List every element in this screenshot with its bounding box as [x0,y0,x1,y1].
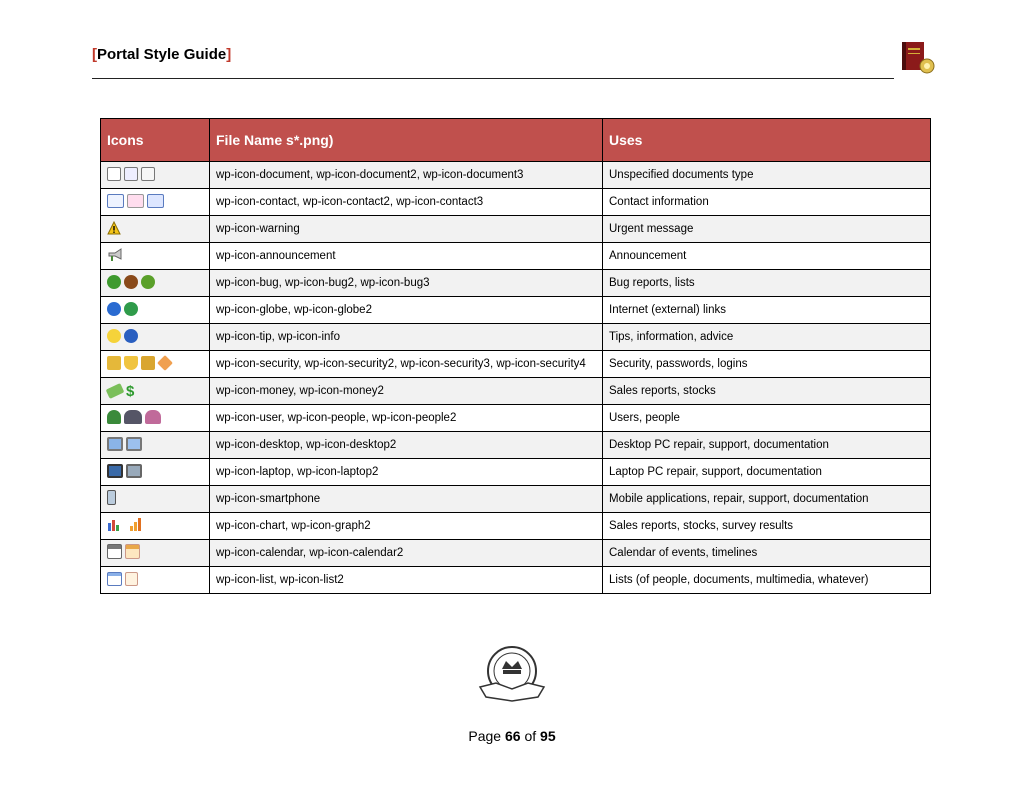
desktop-icon [107,437,142,451]
open-bracket: [ [92,46,97,63]
page-footer [0,728,1024,744]
table-row [101,486,931,513]
file-name-cell: wp-icon-bug, wp-icon-bug2, wp-icon-bug3 [210,270,603,297]
uses-cell: Laptop PC repair, support, documentation [603,459,931,486]
file-name-cell: wp-icon-contact, wp-icon-contact2, wp-icon-contact3 [210,189,603,216]
calendar-icon [107,544,140,559]
table-row [101,513,931,540]
book-logo-icon [898,38,938,76]
table-row [101,162,931,189]
uses-cell: Sales reports, stocks, survey results [603,513,931,540]
uses-cell: Contact information [603,189,931,216]
security-icon [107,356,172,370]
file-name-cell: wp-icon-money, wp-icon-money2 [210,378,603,405]
page-total: 95 [540,728,556,744]
page-sep: of [524,728,537,744]
header-icons: Icons [101,119,210,162]
warning-icon [107,221,121,235]
page-header-title [92,46,231,63]
uses-cell: Tips, information, advice [603,324,931,351]
table-row [101,297,931,324]
header-title-text: Portal Style Guide [97,46,227,63]
page-current: 66 [504,728,521,744]
table-row [101,324,931,351]
file-name-cell: wp-icon-desktop, wp-icon-desktop2 [210,432,603,459]
user-people-icon [107,410,161,424]
close-bracket: ] [226,46,232,63]
uses-cell: Internet (external) links [603,297,931,324]
table-header-row [101,119,931,162]
header-divider [92,78,894,79]
table-row [101,432,931,459]
seal-emblem-icon [476,643,548,705]
document-icon [107,167,155,181]
table-row [101,540,931,567]
chart-graph-icon [107,517,147,532]
uses-cell: Urgent message [603,216,931,243]
uses-cell: Calendar of events, timelines [603,540,931,567]
table-row [101,270,931,297]
laptop-icon [107,464,142,478]
file-name-cell: wp-icon-calendar, wp-icon-calendar2 [210,540,603,567]
uses-cell: Announcement [603,243,931,270]
header-file-name: File Name s*.png) [210,119,603,162]
uses-cell: Unspecified documents type [603,162,931,189]
uses-cell: Mobile applications, repair, support, documentation [603,486,931,513]
uses-cell: Bug reports, lists [603,270,931,297]
file-name-cell: wp-icon-tip, wp-icon-info [210,324,603,351]
file-name-cell: wp-icon-announcement [210,243,603,270]
file-name-cell: wp-icon-document, wp-icon-document2, wp-icon-document3 [210,162,603,189]
file-name-cell: wp-icon-chart, wp-icon-graph2 [210,513,603,540]
list-icon [107,572,138,586]
uses-cell: Lists (of people, documents, multimedia, whatever) [603,567,931,594]
globe-icon [107,302,138,316]
uses-cell: Desktop PC repair, support, documentation [603,432,931,459]
icon-table [100,118,931,594]
header-uses: Uses [603,119,931,162]
page-prefix: Page [468,728,502,744]
table-row [101,216,931,243]
table-row [101,459,931,486]
table-row [101,378,931,405]
file-name-cell: wp-icon-warning [210,216,603,243]
table-row [101,567,931,594]
table-row [101,243,931,270]
file-name-cell: wp-icon-user, wp-icon-people, wp-icon-people2 [210,405,603,432]
uses-cell: Security, passwords, logins [603,351,931,378]
money-icon: $ [107,383,134,400]
uses-cell: Users, people [603,405,931,432]
table-row [101,405,931,432]
uses-cell: Sales reports, stocks [603,378,931,405]
file-name-cell: wp-icon-smartphone [210,486,603,513]
file-name-cell: wp-icon-list, wp-icon-list2 [210,567,603,594]
file-name-cell: wp-icon-security, wp-icon-security2, wp-icon-security3, wp-icon-security4 [210,351,603,378]
table-row [101,351,931,378]
tip-info-icon [107,329,138,343]
smartphone-icon [107,490,116,505]
bug-icon [107,275,155,289]
file-name-cell: wp-icon-globe, wp-icon-globe2 [210,297,603,324]
file-name-cell: wp-icon-laptop, wp-icon-laptop2 [210,459,603,486]
table-row [101,189,931,216]
announcement-icon [107,248,123,262]
contact-icon [107,194,164,208]
